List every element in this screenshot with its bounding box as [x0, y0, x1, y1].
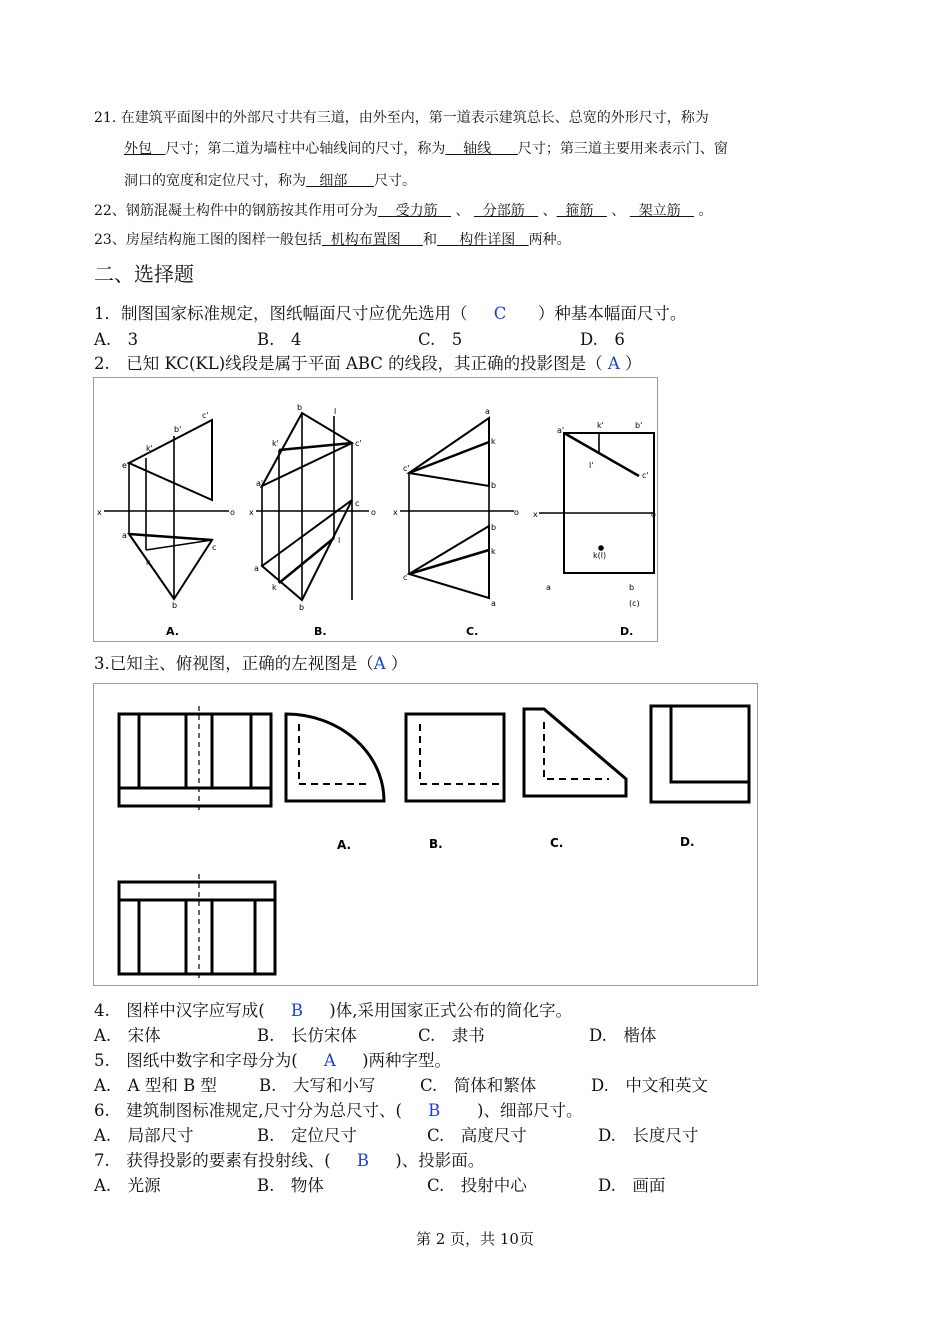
svg-text:a': a' [256, 479, 264, 488]
q5-option-b: B. 大写和小写 [259, 1076, 376, 1095]
svg-text:o: o [230, 508, 235, 517]
svg-text:e': e' [122, 461, 130, 470]
q22-answer-4: 架立筋 [638, 203, 681, 219]
q7-stem: 7. 获得投影的要素有投射线、( B )、投影面。 [94, 1151, 485, 1170]
q1-option-a: A. 3 [94, 330, 139, 349]
svg-text:b: b [629, 583, 635, 592]
q5-option-d: D. 中文和英文 [591, 1076, 708, 1095]
q3-stem: 3.已知主、俯视图，正确的左视图是（A ） [94, 654, 408, 673]
q4-option-b: B. 长仿宋体 [257, 1026, 357, 1045]
svg-text:b: b [297, 403, 303, 412]
svg-text:o: o [514, 508, 519, 517]
q21-line3: 洞口的宽度和定位尺寸，称为 细部 尺寸。 [124, 173, 417, 189]
q5-option-c: C. 简体和繁体 [420, 1076, 537, 1095]
q21-answer-2: 轴线 [463, 141, 492, 157]
q22-answer-1: 受力筋 [395, 203, 438, 219]
q1-stem: 1．制图国家标准规定，图纸幅面尺寸应优先选用（ C ）种基本幅面尺寸。 [94, 304, 687, 323]
svg-text:b: b [172, 601, 178, 610]
q23-answer-2: 构件详图 [459, 232, 516, 248]
svg-text:k: k [146, 558, 151, 567]
q5-stem: 5. 图纸中数字和字母分为( A )两种字型。 [94, 1051, 452, 1070]
q6-stem: 6. 建筑制图标准规定,尺寸分为总尺寸、( B )、细部尺寸。 [94, 1101, 583, 1120]
q3-label-d: D. [680, 835, 695, 849]
q6-option-c: C. 高度尺寸 [427, 1126, 527, 1145]
svg-text:b': b' [174, 425, 182, 434]
q4-option-d: D. 楷体 [589, 1026, 657, 1045]
q7-option-a: A. 光源 [94, 1176, 161, 1195]
page-footer: 第 2 页，共 10页 [416, 1230, 534, 1248]
svg-text:x: x [249, 508, 254, 517]
svg-text:k: k [272, 583, 277, 592]
q2-label-b: B. [314, 625, 327, 638]
q7-option-d: D. 画面 [598, 1176, 666, 1195]
svg-text:a: a [254, 564, 259, 573]
section-title: 二、选择题 [94, 262, 194, 286]
q7-option-c: C. 投射中心 [427, 1176, 527, 1195]
q3-label-a: A. [337, 838, 352, 852]
svg-text:a': a' [557, 426, 565, 435]
svg-text:x: x [393, 508, 398, 517]
q4-answer: B [290, 1001, 304, 1020]
svg-text:a: a [546, 583, 551, 592]
q4-stem: 4. 图样中汉字应写成( B )体,采用国家正式公布的简化字。 [94, 1001, 572, 1020]
svg-text:l: l [334, 407, 337, 416]
q6-answer: B [428, 1101, 441, 1120]
q5-answer: A [323, 1051, 336, 1070]
svg-text:c': c' [403, 464, 410, 473]
q23-answer-1: 机构布置图 [330, 232, 401, 248]
svg-text:k': k' [146, 444, 153, 453]
q2-answer: A [607, 354, 620, 373]
svg-text:x: x [97, 508, 102, 517]
q22-line: 22、钢筋混凝土构件中的钢筋按其作用可分为 受力筋 、 分部筋 、 箍筋 、 架立筋 。 [94, 203, 713, 219]
q23-line: 23、房屋结构施工图的图样一般包括 机构布置图 和 构件详图 两种。 [94, 232, 571, 248]
q5-option-a: A. A 型和 B 型 [94, 1076, 217, 1095]
q4-option-a: A. 宋体 [94, 1026, 161, 1045]
svg-text:a: a [122, 531, 127, 540]
q7-answer: B [356, 1151, 370, 1170]
q2-figure [93, 377, 658, 642]
q22-answer-2: 分部筋 [482, 203, 525, 219]
svg-text:c': c' [642, 471, 649, 480]
q21-answer-3: 细部 [319, 173, 348, 189]
q7-option-b: B. 物体 [257, 1176, 324, 1195]
svg-text:b: b [491, 481, 497, 490]
q3-label-c: C. [550, 836, 564, 850]
svg-text:c: c [403, 573, 408, 582]
svg-text:k': k' [597, 421, 604, 430]
q4-option-c: C. 隶书 [418, 1026, 485, 1045]
q3-label-b: B. [429, 837, 443, 851]
q1-option-d: D. 6 [580, 330, 625, 349]
q2-label-d: D. [620, 625, 634, 638]
svg-text:(c): (c) [629, 599, 640, 608]
q21-line2: 外包 尺寸；第二道为墙柱中心轴线间的尺寸，称为 轴线 尺寸；第三道主要用来表示门、窗 [124, 141, 728, 157]
q6-option-d: D. 长度尺寸 [598, 1126, 699, 1145]
q21-answer-1: 外包 [124, 141, 152, 157]
svg-text:o: o [371, 508, 376, 517]
svg-text:a: a [491, 599, 496, 608]
svg-text:c: c [212, 543, 217, 552]
q2-stem: 2. 已知 KC(KL)线段是属于平面 ABC 的线段，其正确的投影图是（ A ） [94, 354, 642, 373]
svg-text:a: a [485, 407, 490, 416]
svg-text:b: b [491, 523, 497, 532]
svg-text:x: x [533, 510, 538, 519]
q6-option-a: A. 局部尺寸 [94, 1126, 194, 1145]
svg-text:b': b' [635, 421, 643, 430]
q21-line1: 21. 在建筑平面图中的外部尺寸共有三道，由外至内，第一道表示建筑总长、总宽的外形尺寸，称为 [94, 110, 709, 126]
svg-text:b: b [299, 603, 305, 612]
svg-text:l': l' [589, 461, 594, 470]
svg-text:c': c' [202, 411, 209, 420]
svg-text:c': c' [355, 439, 362, 448]
q3-figure [93, 683, 758, 986]
q22-answer-3: 箍筋 [565, 203, 594, 219]
q6-option-b: B. 定位尺寸 [257, 1126, 357, 1145]
q2-label-c: C. [466, 625, 479, 638]
svg-text:l: l [338, 536, 341, 545]
svg-text:k: k [491, 437, 496, 446]
svg-text:c: c [355, 499, 360, 508]
q1-option-b: B. 4 [257, 330, 302, 349]
q3-answer: A [373, 654, 386, 673]
q1-option-c: C. 5 [418, 330, 463, 349]
svg-text:k(l): k(l) [593, 551, 607, 560]
q1-answer: C [493, 304, 507, 323]
svg-text:o: o [651, 510, 656, 519]
svg-text:k: k [491, 547, 496, 556]
svg-text:k': k' [272, 439, 279, 448]
q2-label-a: A. [166, 625, 179, 638]
